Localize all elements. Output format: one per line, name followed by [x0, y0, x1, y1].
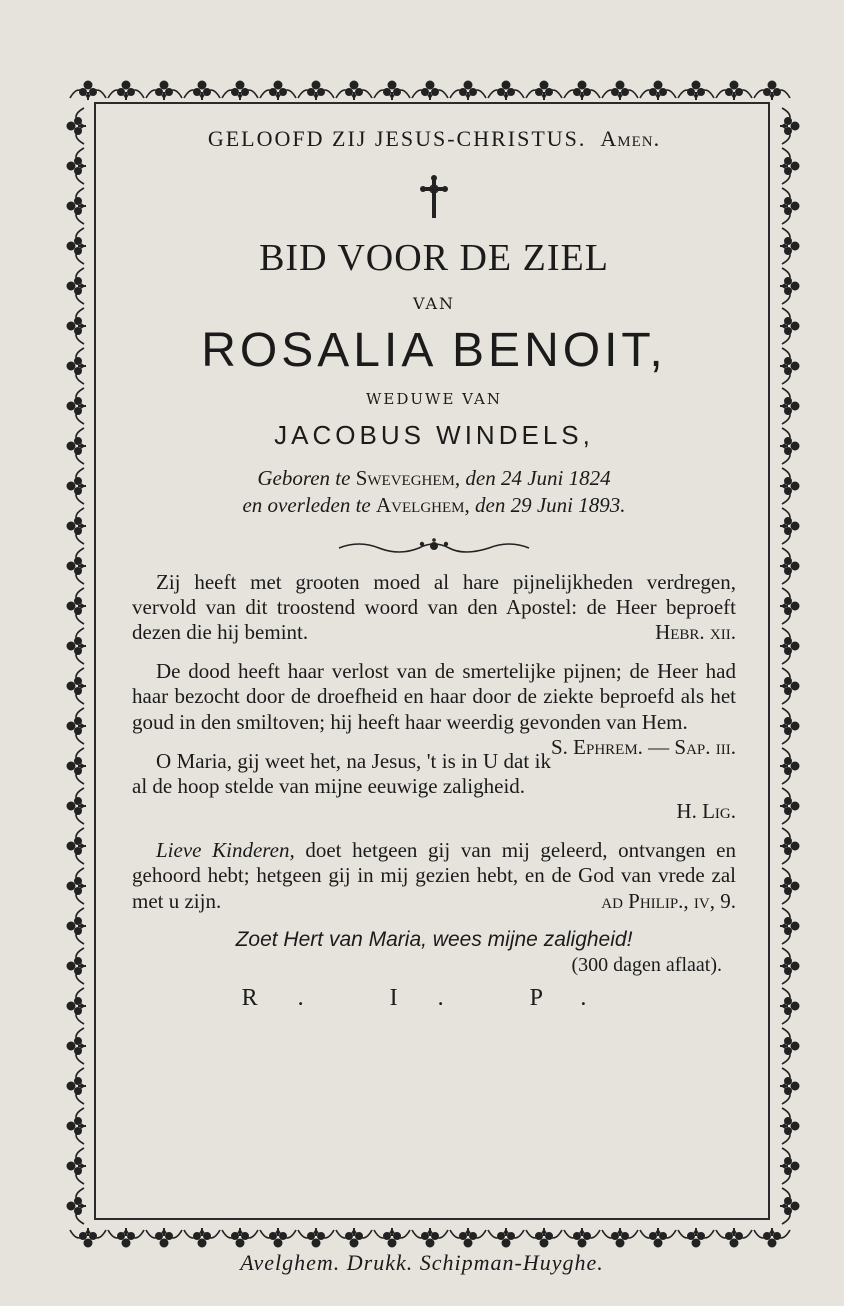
border-fleuron-icon — [412, 81, 448, 100]
paragraph-3 — [132, 749, 736, 825]
border-fleuron-icon — [488, 1228, 524, 1247]
border-fleuron-icon — [67, 348, 86, 384]
closing-prayer: Zoet Hert van Maria, wees mijne zaligheid! — [235, 927, 633, 951]
border-fleuron-icon — [754, 1228, 790, 1247]
border-fleuron-icon — [780, 148, 799, 184]
paragraph-2 — [132, 659, 736, 759]
border-fleuron-icon — [640, 81, 676, 100]
memorial-card — [62, 76, 804, 1252]
greeting: GELOOFD ZIJ JESUS-CHRISTUS. — [207, 126, 587, 151]
border-fleuron-icon — [108, 81, 144, 100]
border-fleuron-icon — [450, 81, 486, 100]
border-fleuron-icon — [108, 1228, 144, 1247]
border-fleuron-icon — [412, 1228, 448, 1247]
border-fleuron-icon — [780, 668, 799, 704]
border-fleuron-icon — [564, 1228, 600, 1247]
border-fleuron-icon — [716, 1228, 752, 1247]
printer-line: Avelghem. Drukk. Schipman-Huyghe. — [240, 1250, 604, 1275]
border-fleuron-icon — [780, 1028, 799, 1064]
border-fleuron-icon — [780, 468, 799, 504]
card-content — [132, 116, 736, 1012]
border-fleuron-icon — [67, 828, 86, 864]
border-fleuron-icon — [260, 1228, 296, 1247]
border-fleuron-icon — [640, 1228, 676, 1247]
border-fleuron-icon — [780, 628, 799, 664]
born-date: den 24 Juni 1824 — [465, 466, 611, 490]
border-fleuron-icon — [780, 108, 799, 144]
border-fleuron-icon — [184, 81, 220, 100]
deceased-name: ROSALIA BENOIT, — [201, 324, 667, 377]
border-fleuron-icon — [780, 268, 799, 304]
border-fleuron-icon — [780, 828, 799, 864]
border-fleuron-icon — [602, 1228, 638, 1247]
border-fleuron-icon — [67, 228, 86, 264]
border-fleuron-icon — [67, 588, 86, 624]
paragraph-1-text: Zij heeft met grooten moed al hare pijnelijkheden verdregen, vervold van dit troostend woord van den Apostel: de Heer beproeft dezen die hij bemint. — [132, 569, 736, 644]
border-fleuron-icon — [780, 428, 799, 464]
border-fleuron-icon — [70, 81, 106, 100]
border-fleuron-icon — [336, 81, 372, 100]
paragraph-2-text: De dood heeft haar verlost van de smertelijke pijnen; de Heer had haar bezocht door de droefheid en haar door de ziekte beproefd als het goud in den smiltoven; hij heeft haar weerdig gevonden van Hem. — [132, 659, 736, 734]
border-fleuron-icon — [67, 1188, 86, 1224]
born-place: Sweveghem, — [355, 466, 461, 490]
border-fleuron-icon — [450, 1228, 486, 1247]
border-fleuron-icon — [526, 1228, 562, 1247]
border-fleuron-icon — [780, 548, 799, 584]
border-fleuron-icon — [67, 788, 86, 824]
paragraph-4-source: ad Philip., iv, 9. — [601, 888, 736, 913]
border-fleuron-icon — [67, 468, 86, 504]
header-line — [132, 126, 736, 152]
border-fleuron-icon — [336, 1228, 372, 1247]
life-dates — [132, 465, 736, 520]
border-fleuron-icon — [780, 1068, 799, 1104]
border-fleuron-icon — [67, 908, 86, 944]
border-fleuron-icon — [67, 1148, 86, 1184]
border-fleuron-icon — [678, 1228, 714, 1247]
border-fleuron-icon — [754, 81, 790, 100]
paragraph-4-text: doet hetgeen gij van mij geleerd, ontvangen en gehoord hebt; hetgeen gij in mij gezien hebt, en de God van vrede zal met u zijn. — [132, 838, 736, 913]
border-fleuron-icon — [780, 508, 799, 544]
birth-line — [132, 465, 736, 492]
border-fleuron-icon — [374, 1228, 410, 1247]
flourish-divider-icon — [334, 538, 534, 556]
border-fleuron-icon — [780, 348, 799, 384]
paragraph-4 — [132, 838, 736, 914]
border-fleuron-icon — [780, 788, 799, 824]
border-fleuron-icon — [780, 588, 799, 624]
border-fleuron-icon — [298, 81, 334, 100]
border-fleuron-icon — [67, 508, 86, 544]
border-fleuron-icon — [67, 1108, 86, 1144]
border-fleuron-icon — [780, 748, 799, 784]
border-fleuron-icon — [298, 1228, 334, 1247]
paragraph-3-source: H. Lig. — [676, 799, 736, 824]
amen: Amen. — [600, 126, 661, 151]
van-label: VAN — [412, 294, 456, 313]
border-fleuron-icon — [780, 948, 799, 984]
husband-name: JACOBUS WINDELS, — [274, 420, 594, 450]
border-fleuron-icon — [67, 548, 86, 584]
border-fleuron-icon — [67, 388, 86, 424]
paragraph-4-lead: Lieve Kinderen, — [156, 838, 295, 863]
border-fleuron-icon — [184, 1228, 220, 1247]
indulgence-note: (300 dagen aflaat). — [571, 953, 722, 976]
border-fleuron-icon — [70, 1228, 106, 1247]
border-fleuron-icon — [146, 81, 182, 100]
border-fleuron-icon — [67, 1068, 86, 1104]
border-fleuron-icon — [146, 1228, 182, 1247]
paragraph-1-source: Hebr. xii. — [655, 619, 736, 644]
died-prefix: en overleden te — [242, 493, 371, 518]
border-fleuron-icon — [780, 1148, 799, 1184]
border-fleuron-icon — [67, 1028, 86, 1064]
border-fleuron-icon — [67, 668, 86, 704]
border-fleuron-icon — [780, 308, 799, 344]
border-fleuron-icon — [564, 81, 600, 100]
border-fleuron-icon — [222, 1228, 258, 1247]
border-fleuron-icon — [526, 81, 562, 100]
cross-icon — [419, 174, 449, 220]
paragraph-1 — [132, 570, 736, 646]
border-fleuron-icon — [67, 428, 86, 464]
border-fleuron-icon — [780, 988, 799, 1024]
border-fleuron-icon — [374, 81, 410, 100]
border-fleuron-icon — [780, 388, 799, 424]
rip-text: R. I. P. — [241, 984, 627, 1011]
border-fleuron-icon — [780, 708, 799, 744]
border-fleuron-icon — [67, 868, 86, 904]
border-fleuron-icon — [67, 148, 86, 184]
border-fleuron-icon — [67, 948, 86, 984]
border-fleuron-icon — [67, 108, 86, 144]
border-fleuron-icon — [260, 81, 296, 100]
border-fleuron-icon — [67, 268, 86, 304]
border-fleuron-icon — [488, 81, 524, 100]
born-prefix: Geboren te — [257, 466, 351, 490]
border-fleuron-icon — [602, 81, 638, 100]
border-fleuron-icon — [67, 708, 86, 744]
died-place: Avelghem, — [376, 493, 470, 518]
paragraph-2-source: S. Ephrem. — Sap. iii. — [550, 734, 736, 759]
border-fleuron-icon — [780, 1108, 799, 1144]
paragraph-3-text: O Maria, gij weet het, na Jesus, 't is in U dat ik al de hoop stelde van mijne eeuwige zaligheid. — [132, 748, 551, 798]
died-date: den 29 Juni 1893. — [475, 493, 626, 518]
border-fleuron-icon — [716, 81, 752, 100]
border-fleuron-icon — [780, 188, 799, 224]
border-fleuron-icon — [678, 81, 714, 100]
border-fleuron-icon — [780, 1188, 799, 1224]
border-fleuron-icon — [780, 868, 799, 904]
prayer-heading: BID VOOR DE ZIEL — [259, 237, 609, 279]
border-fleuron-icon — [67, 628, 86, 664]
border-fleuron-icon — [67, 188, 86, 224]
border-fleuron-icon — [780, 908, 799, 944]
border-fleuron-icon — [222, 81, 258, 100]
widow-label: WEDUWE VAN — [366, 390, 502, 408]
border-fleuron-icon — [67, 308, 86, 344]
death-line — [132, 492, 736, 519]
border-fleuron-icon — [67, 748, 86, 784]
border-fleuron-icon — [780, 228, 799, 264]
border-fleuron-icon — [67, 988, 86, 1024]
